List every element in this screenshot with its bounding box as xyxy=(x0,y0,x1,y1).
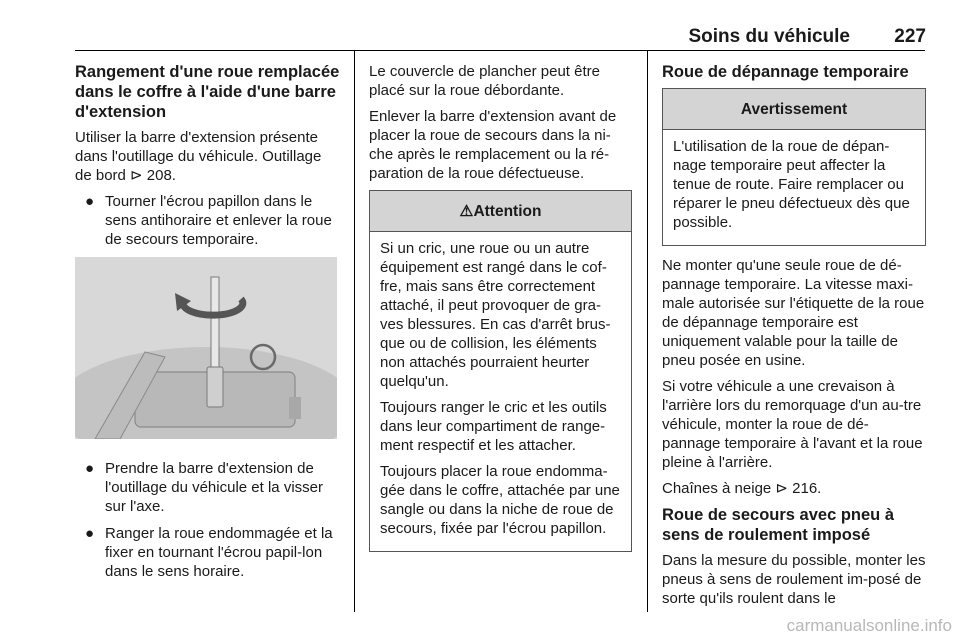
column-divider-1 xyxy=(354,50,355,612)
floor-cover-paragraph: Le couvercle de plancher peut être placé sur la roue débordante. xyxy=(369,63,600,99)
directional-tyre-paragraph: Dans la mesure du possible, monter les pneus à sens de roulement im-posé de sorte qu'ils roulent dans le xyxy=(662,552,926,607)
attention-title: Attention xyxy=(473,202,542,220)
column-2 xyxy=(369,62,632,562)
spare-wheel-illustration xyxy=(75,257,337,439)
column-1 xyxy=(75,62,341,589)
page-number: 227 xyxy=(894,26,926,47)
bullet-mark: ● xyxy=(85,525,95,542)
intro-paragraph: Utiliser la barre d'extension présente dans l'outillage du véhicule. Outillage de bord ⊳ 208. xyxy=(75,129,322,184)
column-3 xyxy=(662,62,926,615)
bullet-item xyxy=(75,524,341,581)
attention-box xyxy=(369,190,632,552)
header-rule xyxy=(75,50,925,51)
attention-paragraph: Si un cric, une roue ou un autre équipement est rangé dans le cof-fre, mais sans être correctement attaché, il peut provoquer de gra-ves blessures. En cas d'arrêt brus-que ou de collision, les éléments non attachés pourraient heurter quelqu'un. xyxy=(380,240,611,390)
bullet-item xyxy=(75,192,341,249)
warning-paragraph: L'utilisation de la roue de dépan-nage temporaire peut affecter la tenue de route. Faire remplacer ou réparer le pneu défectueux dès que possible. xyxy=(673,138,910,231)
attention-header xyxy=(370,191,631,232)
bullet-text: Tourner l'écrou papillon dans le sens antihoraire et enlever la roue de secours temporaire. xyxy=(105,193,332,248)
warning-header: Avertissement xyxy=(663,89,925,130)
section-title: Soins du véhicule xyxy=(688,26,850,47)
extension-bar-paragraph: Enlever la barre d'extension avant de placer la roue de secours dans la ni-che après le remplacement ou la ré-paration de la roue défectueuse. xyxy=(369,108,617,182)
bullet-mark: ● xyxy=(85,193,95,210)
single-spare-paragraph: Ne monter qu'une seule roue de dé-pannage temporaire. La vitesse maxi-male autorisée sur l'étiquette de la roue de dépannage temporaire est uniquement valable pour la taille de pneu posée en usine. xyxy=(662,257,925,369)
heading-directional-tyre: Roue de secours avec pneu à sens de roulement imposé xyxy=(662,506,895,544)
snow-chains-reference: Chaînes à neige ⊳ 216. xyxy=(662,480,822,497)
attention-paragraph: Toujours ranger le cric et les outils dans leur compartiment de range-ment respectif et les attacher. xyxy=(380,399,607,454)
warning-body xyxy=(663,130,925,245)
bullet-item xyxy=(75,459,341,516)
bullet-mark: ● xyxy=(85,460,95,477)
column-divider-2 xyxy=(647,50,648,612)
attention-body xyxy=(370,232,631,551)
warning-triangle-icon: ⚠ xyxy=(459,202,474,220)
heading-spare-wheel-storage: Rangement d'une roue remplacée dans le coffre à l'aide d'une barre d'extension xyxy=(75,63,340,121)
bullet-text: Ranger la roue endommagée et la fixer en tournant l'écrou papil-lon dans le sens horaire. xyxy=(105,525,333,580)
bullet-text: Prendre la barre d'extension de l'outillage du véhicule et la visser sur l'axe. xyxy=(105,460,323,515)
warning-box xyxy=(662,88,926,246)
watermark: carmanualsonline.info xyxy=(786,616,952,635)
attention-paragraph: Toujours placer la roue endomma-gée dans le coffre, attachée par une sangle ou dans la niche de roue de secours, fixée par l'écrou papillon. xyxy=(380,463,620,537)
towing-puncture-paragraph: Si votre véhicule a une crevaison à l'arrière lors du remorquage d'un au-tre véhicule, monter la roue de dé-pannage temporaire à l'avant et la roue pleine à l'arrière. xyxy=(662,378,923,471)
heading-temporary-spare: Roue de dépannage temporaire xyxy=(662,63,909,81)
